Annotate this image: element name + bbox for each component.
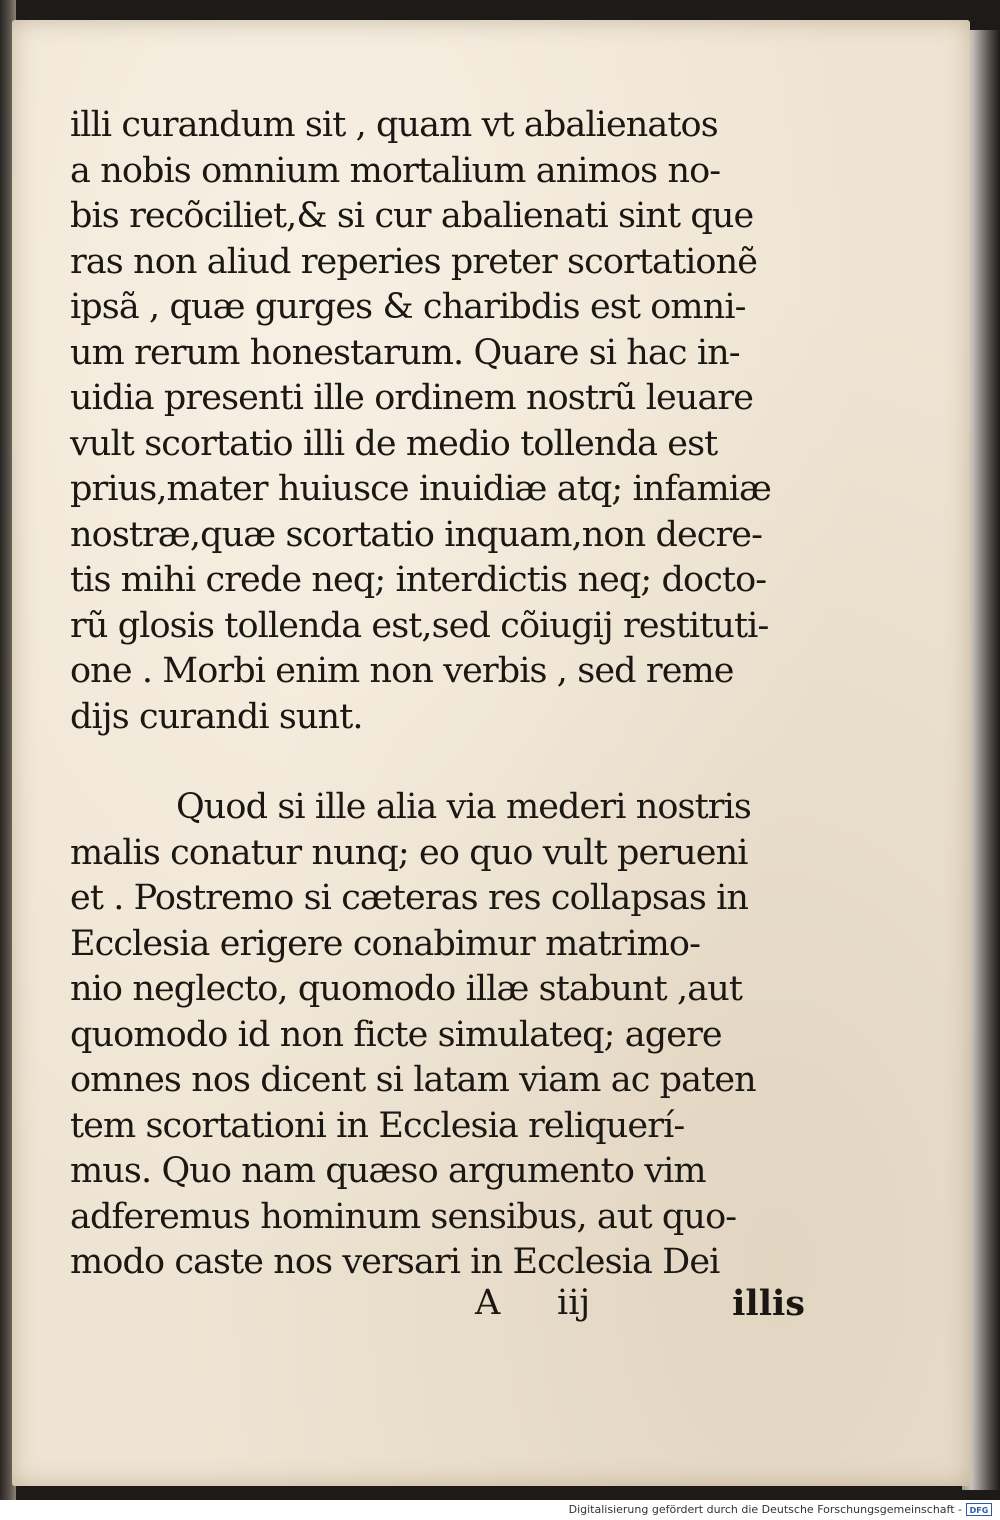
catchword: illis: [732, 1283, 805, 1324]
text-line: uidia presenti ille ordinem nostrũ leuare: [70, 378, 754, 418]
text-line: et . Postremo si cæteras res collapsas in: [70, 878, 749, 918]
signature-letter: A: [475, 1283, 501, 1323]
text-line: omnes nos dicent si latam viam ac paten: [70, 1060, 756, 1100]
text-line: adferemus hominum sensibus, aut quo-: [70, 1196, 737, 1237]
text-line: mus. Quo nam quæso argumento vim: [70, 1151, 706, 1191]
text-line: Ecclesia erigere conabimur matrimo-: [70, 923, 701, 964]
text-line: ipsã , quæ gurges & charibdis est omni-: [70, 287, 746, 327]
signature-number: iij: [557, 1283, 591, 1323]
text-line: one . Morbi enim non verbis , sed reme: [70, 651, 734, 691]
text-line: vult scortatio illi de medio tollenda est: [70, 423, 718, 464]
dfg-logo-icon: DFG: [966, 1503, 992, 1516]
text-line: nostræ,quæ scortatio inquam,non decre-: [70, 514, 763, 555]
funding-credit: Digitalisierung gefördert durch die Deutsche Forschungsgemeinschaft -: [568, 1503, 962, 1516]
text-line: tis mihi crede neq; interdictis neq; docto-: [70, 560, 767, 600]
page-footer: [70, 1283, 805, 1329]
text-line: Quod si ille alia via mederi nostris: [176, 787, 751, 827]
text-line: bis recõciliet,& si cur abalienati sint que: [70, 196, 754, 236]
paragraph-2: [70, 785, 815, 1286]
text-line: a nobis omnium mortalium animos no-: [70, 150, 721, 191]
text-line: modo caste nos versari in Ecclesia Dei: [70, 1242, 720, 1282]
text-line: ras non aliud reperies preter scortationẽ: [70, 241, 758, 282]
text-line: rũ glosis tollenda est,sed cõiugij restituti-: [70, 605, 769, 646]
text-line: nio neglecto, quomodo illæ stabunt ,aut: [70, 969, 743, 1009]
text-line: malis conatur nunq; eo quo vult perueni: [70, 832, 748, 873]
text-line: um rerum honestarum. Quare si hac in-: [70, 332, 740, 373]
text-line: quomodo id non ficte simulateq; agere: [70, 1014, 722, 1055]
paragraph-1: [70, 103, 815, 740]
credit-bar: [0, 1500, 1000, 1520]
text-line: tem scortationi in Ecclesia reliquerí-: [70, 1105, 685, 1146]
text-line: prius,mater huiusce inuidiæ atq; infamiæ: [70, 469, 772, 509]
text-line: illi curandum sit , quam vt abalienatos: [70, 105, 718, 145]
text-line: dijs curandi sunt.: [70, 696, 363, 737]
